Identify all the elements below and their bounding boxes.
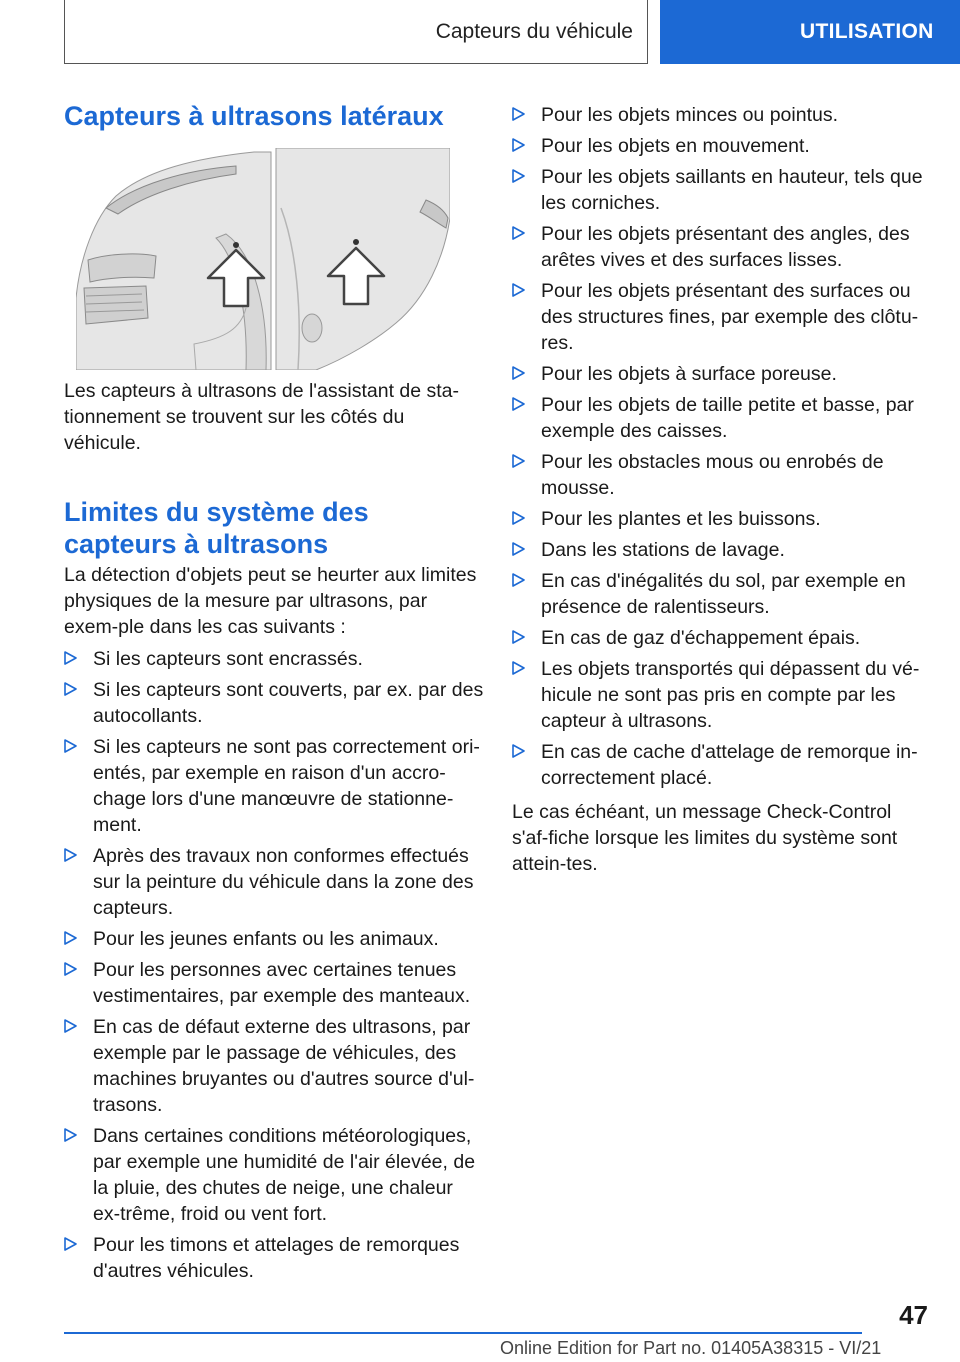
bullet-arrow-icon: [64, 1237, 77, 1251]
bullet-arrow-icon: [512, 454, 525, 468]
section-heading: Capteurs à ultrasons latéraux: [64, 101, 444, 131]
header-chapter-title: UTILISATION: [800, 20, 934, 43]
bullet-arrow-icon: [512, 107, 525, 121]
header-section-title: Capteurs du véhicule: [435, 19, 633, 43]
bullet-arrow-icon: [512, 138, 525, 152]
bullet-arrow-icon: [512, 744, 525, 758]
list-item: Si les capteurs sont couverts, par ex. par des autocollants.: [64, 677, 484, 729]
bullet-arrow-icon: [512, 226, 525, 240]
list-item: En cas de cache d'attelage de remorque in-correctement placé.: [512, 739, 932, 791]
vehicle-sensor-illustration: [76, 148, 450, 370]
bullet-arrow-icon: [512, 573, 525, 587]
right-column: [512, 102, 932, 877]
list-item: Dans les stations de lavage.: [512, 537, 932, 563]
list-item: Pour les timons et attelages de remorques d'autres véhicules.: [64, 1232, 484, 1284]
list-item: Après des travaux non conformes effectués sur la peinture du véhicule dans la zone des capteurs.: [64, 843, 484, 921]
bullet-arrow-icon: [64, 848, 77, 862]
list-item: Pour les objets présentant des surfaces ou des structures fines, par exemple des clôtu-res.: [512, 278, 932, 356]
intro-paragraph: Les capteurs à ultrasons de l'assistant de sta-tionnement se trouvent sur les côtés du véhicule.: [64, 380, 460, 454]
list-item: Dans certaines conditions météorologiques, par exemple une humidité de l'air élevée, de la pluie, des chutes de neige, une chaleur ex-trême, froid ou vent fort.: [64, 1123, 484, 1227]
bullet-arrow-icon: [512, 542, 525, 556]
bullet-arrow-icon: [512, 661, 525, 675]
closing-paragraph: Le cas échéant, un message Check-Control s'af-fiche lorsque les limites du système sont attein-tes.: [512, 801, 898, 875]
list-item: Pour les personnes avec certaines tenues vestimentaires, par exemple des manteaux.: [64, 957, 484, 1009]
limits-intro-paragraph: La détection d'objets peut se heurter aux limites physiques de la mesure par ultrasons, par exem-ple dans les cas suivants :: [64, 564, 477, 638]
list-item: Pour les plantes et les buissons.: [512, 506, 932, 532]
list-item: Pour les obstacles mous ou enrobés de mousse.: [512, 449, 932, 501]
footer-edition: Online Edition for Part no. 01405A38315 - VI/21: [500, 1338, 882, 1358]
bullet-arrow-icon: [512, 366, 525, 380]
bullet-arrow-icon: [512, 397, 525, 411]
limits-list-right: [512, 102, 932, 791]
bullet-arrow-icon: [64, 682, 77, 696]
page-number: 47: [899, 1300, 928, 1330]
list-item: Pour les objets saillants en hauteur, tels que les corniches.: [512, 164, 932, 216]
list-item: Pour les objets à surface poreuse.: [512, 361, 932, 387]
bullet-arrow-icon: [64, 1128, 77, 1142]
footer-divider: [64, 1332, 862, 1334]
limits-heading: Limites du système des capteurs à ultrasons: [64, 497, 369, 559]
bullet-arrow-icon: [64, 962, 77, 976]
list-item: Pour les jeunes enfants ou les animaux.: [64, 926, 484, 952]
bullet-arrow-icon: [64, 1019, 77, 1033]
list-item: En cas d'inégalités du sol, par exemple en présence de ralentisseurs.: [512, 568, 932, 620]
list-item: En cas de défaut externe des ultrasons, par exemple par le passage de véhicules, des machines bruyantes ou d'autres source d'ul-trasons.: [64, 1014, 484, 1118]
list-item: Pour les objets de taille petite et basse, par exemple des caisses.: [512, 392, 932, 444]
left-column: [64, 100, 484, 1284]
bullet-arrow-icon: [512, 511, 525, 525]
bullet-arrow-icon: [64, 739, 77, 753]
bullet-arrow-icon: [512, 283, 525, 297]
bullet-arrow-icon: [64, 931, 77, 945]
list-item: Pour les objets minces ou pointus.: [512, 102, 932, 128]
list-item: Si les capteurs sont encrassés.: [64, 646, 484, 672]
list-item: Pour les objets en mouvement.: [512, 133, 932, 159]
limits-list-left: [64, 646, 484, 1284]
bullet-arrow-icon: [512, 169, 525, 183]
list-item: Les objets transportés qui dépassent du vé-hicule ne sont pas pris en compte par les capteur à ultrasons.: [512, 656, 932, 734]
header-chapter-tab: [660, 0, 960, 64]
list-item: Si les capteurs ne sont pas correctement ori-entés, par exemple en raison d'un accro-chage lors d'une manœuvre de stationne-ment.: [64, 734, 484, 838]
list-item: En cas de gaz d'échappement épais.: [512, 625, 932, 651]
bullet-arrow-icon: [64, 651, 77, 665]
bullet-arrow-icon: [512, 630, 525, 644]
list-item: Pour les objets présentant des angles, des arêtes vives et des surfaces lisses.: [512, 221, 932, 273]
header-section-box: [64, 0, 648, 64]
